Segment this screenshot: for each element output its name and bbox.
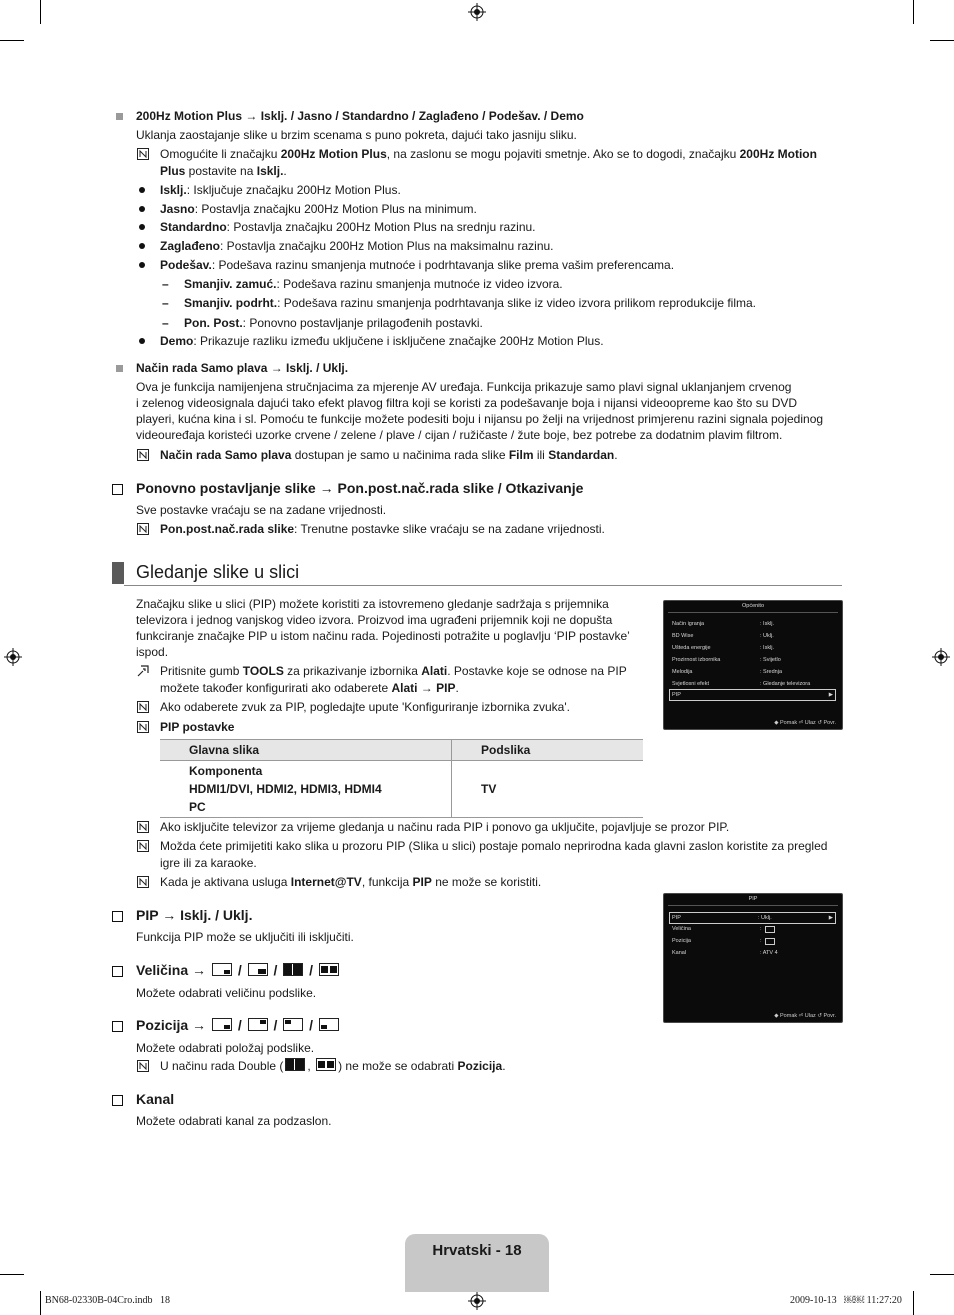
tools-note: Pritisnite gumb TOOLS za prikazivanje izbornika Alati. Postavke koje se odnose na PIP <box>160 664 627 678</box>
position-desc: Možete odabrati položaj podslike. <box>136 1041 315 1055</box>
pip-position-icon <box>765 938 775 945</box>
osd-row: Ušteda energije : Isklj. <box>672 645 775 651</box>
note-icon <box>137 721 149 733</box>
bullet-zagladeno: Zaglađeno: Postavlja značajku 200Hz Motion Plus na maksimalnu razinu. <box>160 239 554 253</box>
reset-desc: Sve postavke vraćaju se na zadane vrijednosti. <box>136 503 387 517</box>
motion-note-cont: Plus postavite na Isklj.. <box>160 164 287 178</box>
pip-onoff-heading: PIP → Isklj. / Uklj. <box>136 907 253 923</box>
osd-footer: ◆ Pomak ⏎ Ulaz ↺ Povr. <box>774 1013 836 1019</box>
bullet-jasno: Jasno: Postavlja značajku 200Hz Motion Plus na minimum. <box>160 202 477 216</box>
checkbox-bullet-icon <box>112 1095 123 1106</box>
size-double-wide-icon <box>319 963 339 976</box>
pip-settings-table <box>160 739 643 818</box>
page-number-badge <box>405 1234 549 1292</box>
pip-off-note: Ako isključite televizor za vrijeme gledanja u načinu rada PIP i ponovo ga uključite, pojavljuje se prozor PIP. <box>160 820 730 834</box>
osd-general-menu <box>663 600 843 730</box>
internet-note: Kada je aktivana usluga Internet@TV, funkcija PIP ne može se koristiti. <box>160 875 542 889</box>
osd-row: Pozicija : <box>672 936 834 946</box>
channel-desc: Možete odabrati kanal za podzaslon. <box>136 1114 332 1128</box>
pip-intro-line: televizora i jednog vanjskog video izvora. Proizvod ima ugrađeni prijemnik koji ne dopušta <box>136 613 613 627</box>
table-header: Podslika <box>481 743 531 757</box>
note-icon <box>137 701 149 713</box>
dash: – <box>162 296 169 310</box>
pip-settings-label: PIP postavke <box>160 720 235 734</box>
position-top-left-icon <box>283 1018 303 1031</box>
motion-note: Omogućite li značajku 200Hz Motion Plus, na zaslonu se mogu pojaviti smetnje. Ako se to dogodi, značajku 200Hz Motion <box>160 147 817 161</box>
channel-heading: Kanal <box>136 1091 175 1107</box>
blue-desc-line: Ova je funkcija namijenjena stručnjacima za mjerenje AV uređaja. Funkcija prikazuje samo plavi signal uklanjanjem crvenog <box>136 380 792 394</box>
section-title-bar <box>112 562 124 584</box>
crop-mark <box>930 40 954 41</box>
blue-desc-line: videouređaja koristeći uzorke crvene / zelene / plave / cijan / ružičaste / žute boje, bez potrebe za dodatnim plavim filtrom. <box>136 428 783 442</box>
main-source: HDMI1/DVI, HDMI2, HDMI3, HDMI4 <box>189 782 382 796</box>
arrow-right-icon: ▶ <box>828 692 833 698</box>
square-bullet-icon <box>116 113 123 120</box>
position-heading: Pozicija → / / / <box>136 1016 341 1034</box>
bullet-podesav: Podešav.: Podešava razinu smanjenja mutnoće i podrhtavanja slike prema vašim preferencama. <box>160 258 675 272</box>
double-note: U načinu rada Double ( , ) ne može se odabrati Pozicija. <box>160 1059 506 1073</box>
sub-smanjiv-zamuc: Smanjiv. zamuć.: Podešava razinu smanjenja mutnoće iz video izvora. <box>184 277 563 291</box>
note-icon <box>137 1060 149 1072</box>
osd-row: BD Wise : Uklj. <box>672 633 774 639</box>
checkbox-bullet-icon <box>112 484 123 495</box>
position-top-right-icon <box>248 1018 268 1031</box>
motion-heading: 200Hz Motion Plus → Isklj. / Jasno / Standardno / Zaglađeno / Podešav. / Demo <box>136 109 584 123</box>
dash: – <box>162 316 169 330</box>
pip-game-note: Možda ćete primijetiti kako slika u prozoru PIP (Slika u slici) postaje pomalo neprirodna kada glavni zaslon koristite za pregled <box>160 839 828 853</box>
size-desc: Možete odabrati veličinu podslike. <box>136 986 317 1000</box>
pip-onoff-desc: Funkcija PIP može se uključiti ili isključiti. <box>136 930 354 944</box>
osd-title: PIP <box>748 896 758 902</box>
note-icon <box>137 821 149 833</box>
osd-divider <box>668 612 838 613</box>
reset-note: Pon.post.nač.rada slike: Trenutne postavke slike vraćaju se na zadane vrijednosti. <box>160 522 605 536</box>
blue-note: Način rada Samo plava dostupan je samo u načinima rada slike Film ili Standardan. <box>160 448 618 462</box>
pip-game-note-cont: igre ili za karaoke. <box>160 856 257 870</box>
print-date-info: 2009-10-13 ￼￼ 11:27:20 <box>790 1295 902 1306</box>
crop-mark <box>913 0 914 24</box>
pip-intro-line: Značajku slike u slici (PIP) možete koristiti za istovremeno gledanje sadržaja s prijemnika <box>136 597 609 611</box>
double-wide-icon <box>316 1058 336 1071</box>
crop-mark <box>40 1291 41 1315</box>
checkbox-bullet-icon <box>112 911 123 922</box>
size-double-icon <box>283 963 303 976</box>
crop-mark <box>0 40 24 41</box>
page-number-label: Hrvatski - 18 <box>432 1242 522 1259</box>
osd-row: Svjetlosni efekt : Gledanje televizora <box>672 681 811 687</box>
table-header-row <box>160 740 643 761</box>
table-cell-main <box>160 761 452 818</box>
osd-row: Veličina : <box>672 924 834 934</box>
size-large-icon <box>248 963 268 976</box>
section-title: Gledanje slike u slici <box>136 562 300 582</box>
size-small-icon <box>212 963 232 976</box>
registration-mark-icon <box>932 648 950 666</box>
osd-row: Način igranja : Isklj. <box>672 621 775 627</box>
bullet-icon <box>139 224 145 230</box>
osd-row: Prozirnost izbornika : Svijetlo <box>672 657 781 663</box>
note-icon <box>137 449 149 461</box>
crop-mark <box>913 1291 914 1315</box>
pip-intro-line: funkciranje značajke PIP u istom načinu rada. Pojedinosti potražite u poglavlju ‘PIP postavke’ <box>136 629 630 643</box>
note-icon <box>137 148 149 160</box>
square-bullet-icon <box>116 365 123 372</box>
motion-desc: Uklanja zaostajanje slike u brzim scenama s puno pokreta, dajući tako jasniju sliku. <box>136 128 577 142</box>
note-icon <box>137 840 149 852</box>
table-header: Glavna slika <box>160 740 452 761</box>
bullet-icon <box>139 187 145 193</box>
table-row <box>160 761 643 818</box>
bullet-standardno: Standardno: Postavlja značajku 200Hz Motion Plus na srednju razinu. <box>160 220 536 234</box>
osd-title: Općenito <box>741 603 764 609</box>
checkbox-bullet-icon <box>112 966 123 977</box>
double-icon <box>285 1058 305 1071</box>
blue-desc-line: i zelenog videosignala dajući tako efekt plavog filtra koji se koristi za podešavanje boja i nijansi videoopreme kao što su DVD <box>136 396 798 410</box>
sub-smanjiv-podrht: Smanjiv. podrht.: Podešava razinu smanjenja podrhtavanja slike iz video izvora prilikom reprodukcije filma. <box>184 296 757 310</box>
main-source: Komponenta <box>189 764 263 778</box>
osd-row: Kanal : ATV 4 <box>672 950 778 956</box>
section-title-rule <box>124 585 842 586</box>
position-bottom-right-icon <box>212 1018 232 1031</box>
osd-divider <box>668 905 838 906</box>
bullet-isklj: Isklj.: Isključuje značajku 200Hz Motion Plus. <box>160 183 401 197</box>
pip-size-icon <box>765 926 775 933</box>
table-cell-sub: TV <box>481 782 497 796</box>
osd-pip-menu <box>663 893 843 1023</box>
blue-heading: Način rada Samo plava → Isklj. / Uklj. <box>136 361 349 375</box>
bullet-icon <box>139 243 145 249</box>
bullet-demo: Demo: Prikazuje razliku između uključene i isključene značajke 200Hz Motion Plus. <box>160 334 604 348</box>
crop-mark <box>0 1274 24 1275</box>
position-bottom-left-icon <box>319 1018 339 1031</box>
registration-mark-icon <box>468 3 486 21</box>
reset-heading: Ponovno postavljanje slike → Pon.post.nač.rada slike / Otkazivanje <box>136 480 584 496</box>
osd-row: Melodija : Srednja <box>672 669 783 675</box>
registration-mark-icon <box>4 648 22 666</box>
sub-pon-post: Pon. Post.: Ponovno postavljanje prilagođenih postavki. <box>184 316 483 330</box>
bullet-icon <box>139 206 145 212</box>
osd-row-selected: PIP : Uklj. ▶ <box>669 912 836 924</box>
crop-mark <box>930 1274 954 1275</box>
size-heading: Veličina → / / / <box>136 961 341 979</box>
pip-intro-line: ispod. <box>136 645 169 659</box>
tools-note-cont: možete također konfigurirati ako odaberete Alati → PIP. <box>160 681 459 695</box>
crop-mark <box>40 0 41 24</box>
registration-mark-icon <box>468 1292 486 1310</box>
note-icon <box>137 876 149 888</box>
dash: – <box>162 277 169 291</box>
blue-desc-line: playeri, kućna kina i sl. Pomoću te funkcije možete podesiti boju i nijansu po želji na vrijednost primjerenu razini signala pojedinog <box>136 412 824 426</box>
main-source: PC <box>189 800 206 814</box>
osd-footer: ◆ Pomak ⏎ Ulaz ↺ Povr. <box>774 720 836 726</box>
osd-row-selected: PIP ▶ <box>669 689 836 701</box>
note-icon <box>137 523 149 535</box>
arrow-right-icon: ▶ <box>828 915 833 921</box>
sound-note: Ako odaberete zvuk za PIP, pogledajte upute 'Konfiguriranje izbornika zvuka'. <box>160 700 570 714</box>
print-file-info: BN68-02330B-04Cro.indb 18 <box>45 1295 170 1306</box>
tools-icon <box>137 665 149 677</box>
checkbox-bullet-icon <box>112 1021 123 1032</box>
bullet-icon <box>139 338 145 344</box>
bullet-icon <box>139 262 145 268</box>
